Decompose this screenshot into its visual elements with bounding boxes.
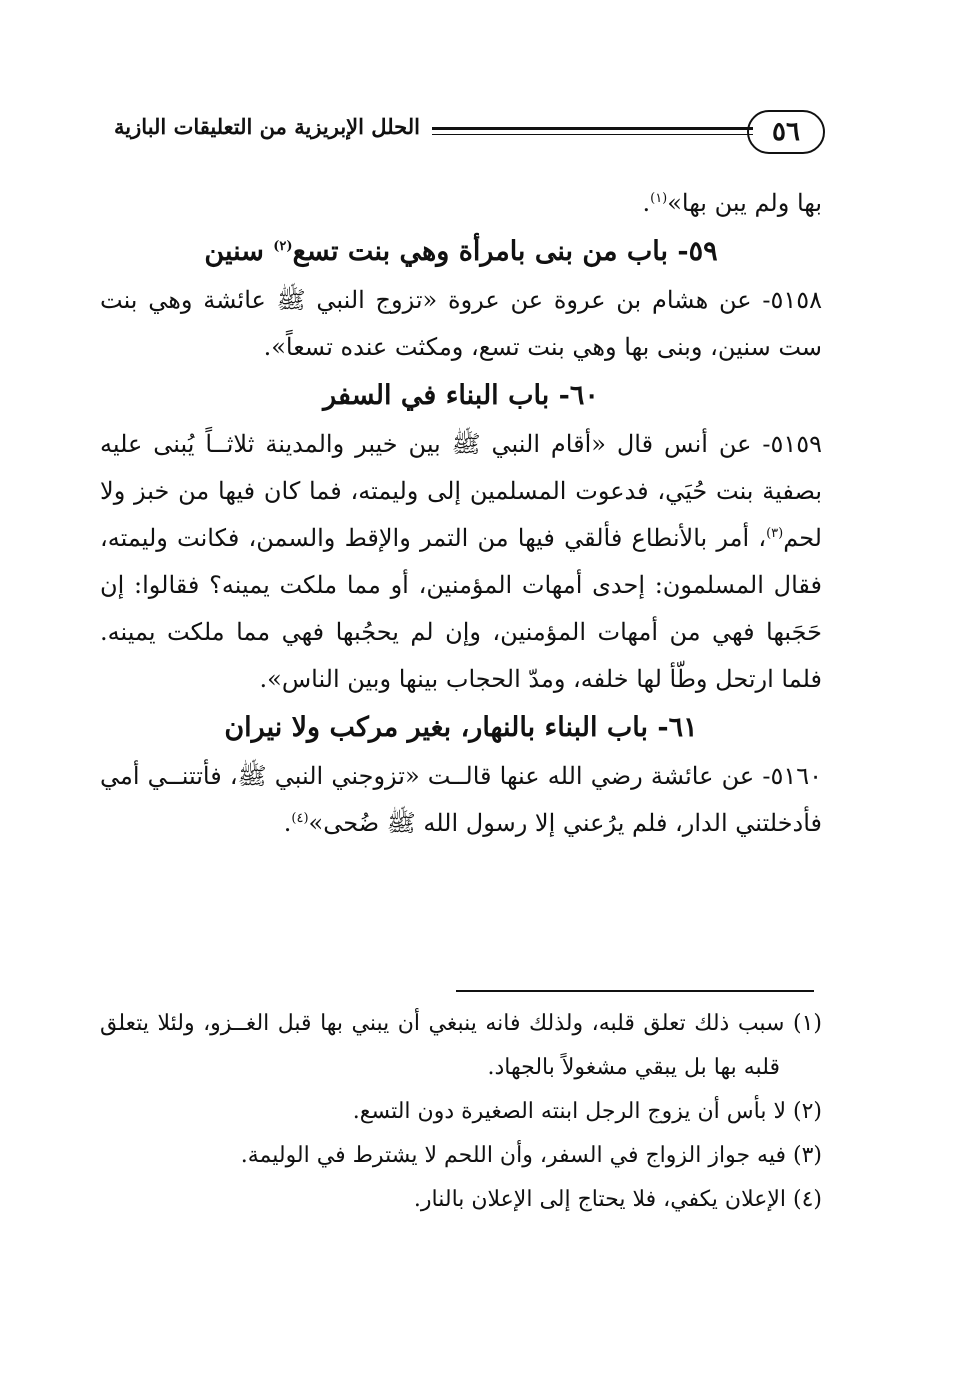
footnote-ref-3: (٣) (766, 526, 784, 541)
footnote-divider (456, 990, 814, 992)
chapter-heading-61: ٦١- باب البناء بالنهار، بغير مركب ولا نيران (224, 712, 698, 743)
hadith-5158: ٥١٥٨- عن هشام بن عروة عن عروة «تزوج النبي ﷺ عائشة وهي بنت ست سنين، وبنى بها وهي بنت تسع، ومكثت عنده تسعاً». (100, 286, 822, 361)
footnote-1: (١) سبب ذلك تعلق قلبه، ولذلك فانه ينبغي أن يبني بها قبل الغــزو، ولئلا يتعلق قلبه بها بل يبقي مشغولاً بالجهاد. (100, 1011, 822, 1080)
continuation-paragraph: بها ولم يبن بها»$^{(١)}$. (642, 189, 822, 217)
footnote-ref-4: (٤) (291, 811, 309, 826)
footnote-3: (٣) فيه جواز الزواج في السفر، وأن اللحم لا يشترط في الوليمة. (240, 1143, 822, 1168)
header-rule (432, 127, 753, 130)
hadith-5160: ٥١٦٠- عن عائشة رضي الله عنها قالــت «تزوجني النبي ﷺ، فأتتنــي أمي فأدخلتني الدار، فلم يرُعني إلا رسول الله ﷺ ضُحى»$^{(٤)}$. (100, 762, 822, 837)
footnote-ref-1: (١) (650, 191, 668, 206)
footnote-2: (٢) لا بأس أن يزوج الرجل ابنته الصغيرة دون التسع. (352, 1099, 822, 1124)
chapter-heading-60: ٦٠- باب البناء في السفر (323, 380, 599, 411)
header-rule-thin (432, 134, 753, 135)
hadith-5159: ٥١٥٩- عن أنس قال «أقام النبي ﷺ بين خيبر والمدينة ثلاثــاً يُبنى عليه بصفية بنت حُيَي، فدعوت المسلمين إلى وليمته، فما كان فيها من خبز ولا لحم$^{(٣)}$، أمر بالأنطاع فألقي فيها من التمر والإقط والسمن، فكانت وليمته، فقال المسلمون: إحدى أمهات المؤمنين، أو مما ملكت يمينه؟ فقالوا: إن حَجَبها فهي من أمهات المؤمنين، وإن لم يحجُبها فهي مما ملكت يمينه. فلما ارتحل وطّأ لها خلفه، ومدّ الحجاب بينها وبين الناس». (100, 430, 822, 693)
footnote-ref-2: (٢) (273, 239, 293, 254)
page-number: ٥٦ (772, 117, 800, 147)
main-text (100, 180, 822, 847)
footnotes (100, 1002, 822, 1222)
running-title: الحلل الإبريزية من التعليقات البازية (114, 114, 420, 139)
chapter-heading-59: ٥٩- باب من بنى بامرأة وهي بنت تسع$^{(٢)}$ سنين (204, 236, 718, 267)
page-header (100, 104, 825, 160)
page-number-badge (747, 110, 825, 154)
footnote-4: (٤) الإعلان يكفي، فلا يحتاج إلى الإعلان بالنار. (413, 1187, 822, 1212)
